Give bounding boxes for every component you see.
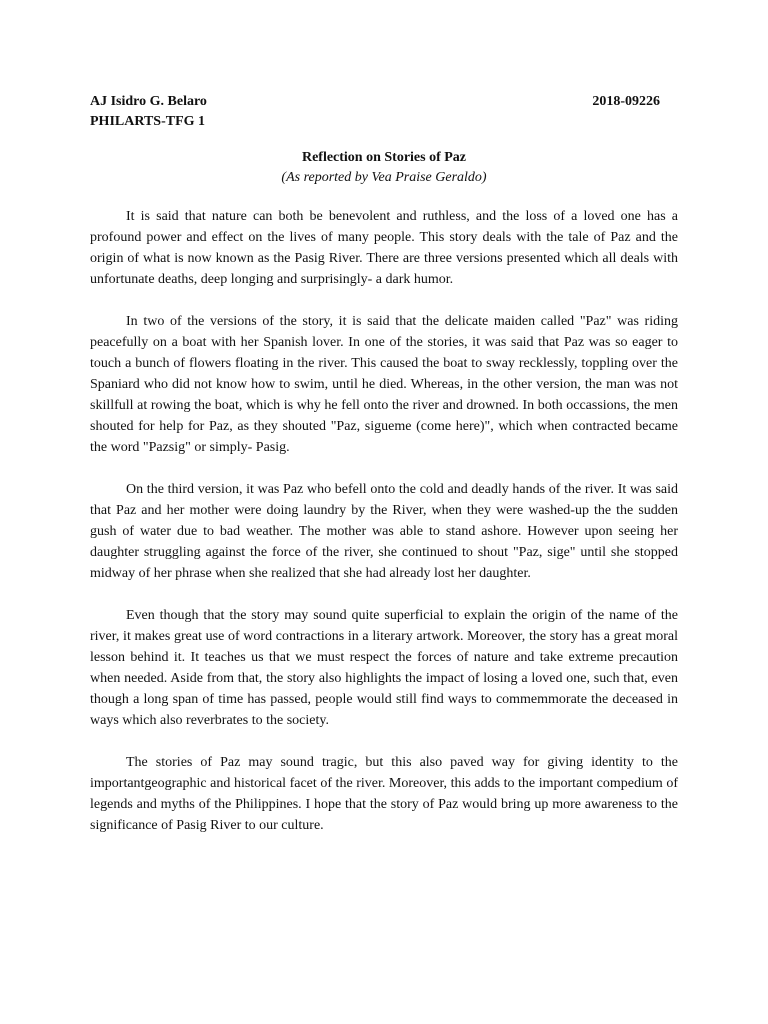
paragraph-5: The stories of Paz may sound tragic, but this also paved way for giving identity to the importantgeographic and historical facet of the river. Moreover, this adds to the important compedium of legends and myths of the Philippines. I hope that the story of Paz would bring up more awareness to the significance of Pasig River to our culture. xyxy=(90,755,678,833)
course-code: PHILARTS-TFG 1 xyxy=(90,114,206,129)
paragraph-4: Even though that the story may sound quite superficial to explain the origin of the name of the river, it makes great use of word contractions in a literary artwork. Moreover, the story has a great moral lesson behind it. It teaches us that we must respect the forces of nature and take extreme precaution when needed. Aside from that, the story also highlights the impact of losing a loved one, such that, even though a long span of time has passed, people would still find ways to commemmorate the deceased in ways which also reverbrates to the society. xyxy=(90,608,678,728)
document-page xyxy=(90,92,678,836)
id-number: 2018-09226 xyxy=(592,94,660,109)
header-row xyxy=(90,92,678,112)
document-title: Reflection on Stories of Paz xyxy=(301,150,467,165)
paragraph-1: It is said that nature can both be benevolent and ruthless, and the loss of a loved one has a profound power and effect on the lives of many people. This story deals with the tale of Paz and the origin of what is now known as the Pasig River. There are three versions presented which all deals with unfortunate deaths, deep longing and surprisingly- a dark humor. xyxy=(90,209,678,287)
paragraph-3: On the third version, it was Paz who befell onto the cold and deadly hands of the river. It was said that Paz and her mother were doing laundry by the River, when they were washed-up the the sudden gush of water due to bad weather. The mother was able to stand ashore. However upon seeing her daughter struggling against the force of the river, she continued to shout "Paz, sige" until she stopped midway of her phrase when she realized that she had already lost her daughter. xyxy=(90,482,678,581)
document-subtitle: (As reported by Vea Praise Geraldo) xyxy=(281,170,487,185)
paragraph-2: In two of the versions of the story, it is said that the delicate maiden called "Paz" was riding peacefully on a boat with her Spanish lover. In one of the stories, it was said that Paz was so eager to touch a bunch of flowers floating in the river. This caused the boat to sway recklessly, toppling over the Spaniard who did not know how to swim, until he died. Whereas, in the other version, the man was not skillfull at rowing the boat, which is why he fell onto the river and drowned. In both occassions, the men shouted for help for Paz, as they shouted "Paz, sigueme (come here)", which when contracted became the word "Pazsig" or simply- Pasig. xyxy=(90,314,678,455)
author-name: AJ Isidro G. Belaro xyxy=(90,94,207,109)
